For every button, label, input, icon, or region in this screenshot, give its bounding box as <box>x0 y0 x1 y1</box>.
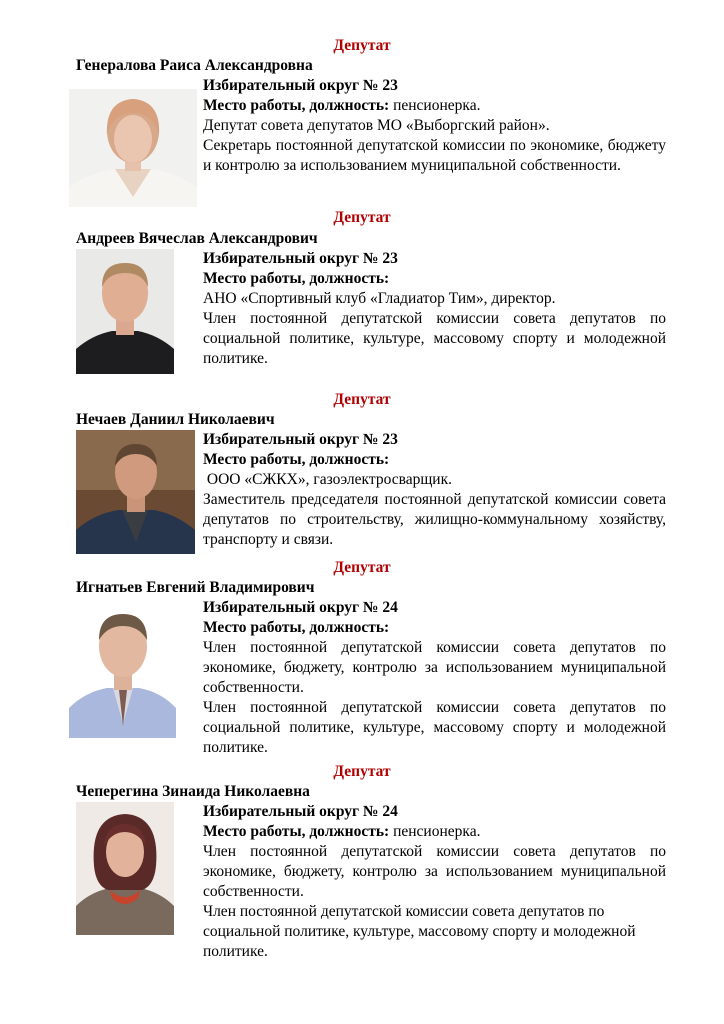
deputy-heading: Депутат <box>333 391 391 408</box>
deputy-name: Андреев Вячеслав Александрович <box>76 230 318 247</box>
deputy-info <box>203 76 666 176</box>
work-label: Место работы, должность: <box>203 97 390 114</box>
info-line: Заместитель председателя постоянной депутатской комиссии совета депутатов по строительству, жилищно-коммунальному хозяйству, транспорту и связи. <box>203 491 666 548</box>
deputy-info <box>203 598 666 758</box>
info-line: Секретарь постоянной депутатской комиссии по экономике, бюджету и контролю за использованием муниципальной собственности. <box>203 137 666 174</box>
deputy-info <box>203 802 666 962</box>
work-label: Место работы, должность: <box>203 451 390 468</box>
deputy-photo <box>76 802 174 935</box>
deputy-heading: Депутат <box>333 209 391 226</box>
deputy-heading: Депутат <box>333 763 391 780</box>
work-label: Место работы, должность: <box>203 270 390 287</box>
deputy-info <box>203 430 666 550</box>
info-line: Член постоянной депутатской комиссии совета депутатов по социальной политике, культуре, массовому спорту и молодежной политике. <box>203 699 666 756</box>
work-line <box>203 618 666 638</box>
deputy-name: Нечаев Даниил Николаевич <box>76 411 275 428</box>
deputy-name: Генералова Раиса Александровна <box>76 57 313 74</box>
deputy-photo <box>69 598 176 738</box>
work-line <box>203 450 666 470</box>
info-line: Член постоянной депутатской комиссии совета депутатов по экономике, бюджету, контролю за использованием муниципальной собственности. <box>203 843 666 900</box>
deputy-heading: Депутат <box>333 559 391 576</box>
info-line: Депутат совета депутатов МО «Выборгский район». <box>203 117 550 134</box>
deputy-name: Игнатьев Евгений Владимирович <box>76 579 315 596</box>
district-line: Избирательный округ № 23 <box>203 77 398 94</box>
deputy-photo <box>69 89 197 207</box>
district-line: Избирательный округ № 23 <box>203 431 398 448</box>
work-value: пенсионерка. <box>389 823 481 840</box>
info-line: ООО «СЖКХ», газоэлектросварщик. <box>203 471 452 488</box>
work-line <box>203 96 666 116</box>
work-label: Место работы, должность: <box>203 619 390 636</box>
district-line: Избирательный округ № 23 <box>203 250 398 267</box>
deputy-info <box>203 249 666 369</box>
info-line: АНО «Спортивный клуб «Гладиатор Тим», директор. <box>203 290 556 307</box>
deputy-heading: Депутат <box>333 37 391 54</box>
deputy-photo <box>76 249 174 374</box>
deputy-name: Чеперегина Зинаида Николаевна <box>76 783 310 800</box>
info-line: Член постоянной депутатской комиссии совета депутатов по экономике, бюджету, контролю за использованием муниципальной собственности. <box>203 639 666 696</box>
work-value: пенсионерка. <box>389 97 481 114</box>
info-line: Член постоянной депутатской комиссии совета депутатов по социальной политике, культуре, массовому спорту и молодежной политике. <box>203 310 666 367</box>
work-line <box>203 822 666 842</box>
work-label: Место работы, должность: <box>203 823 390 840</box>
info-line: Член постоянной депутатской комиссии совета депутатов по социальной политике, культуре, массовому спорту и молодежной политике. <box>203 903 636 960</box>
district-line: Избирательный округ № 24 <box>203 803 398 820</box>
district-line: Избирательный округ № 24 <box>203 599 398 616</box>
work-line <box>203 269 666 289</box>
deputy-photo <box>76 430 195 554</box>
